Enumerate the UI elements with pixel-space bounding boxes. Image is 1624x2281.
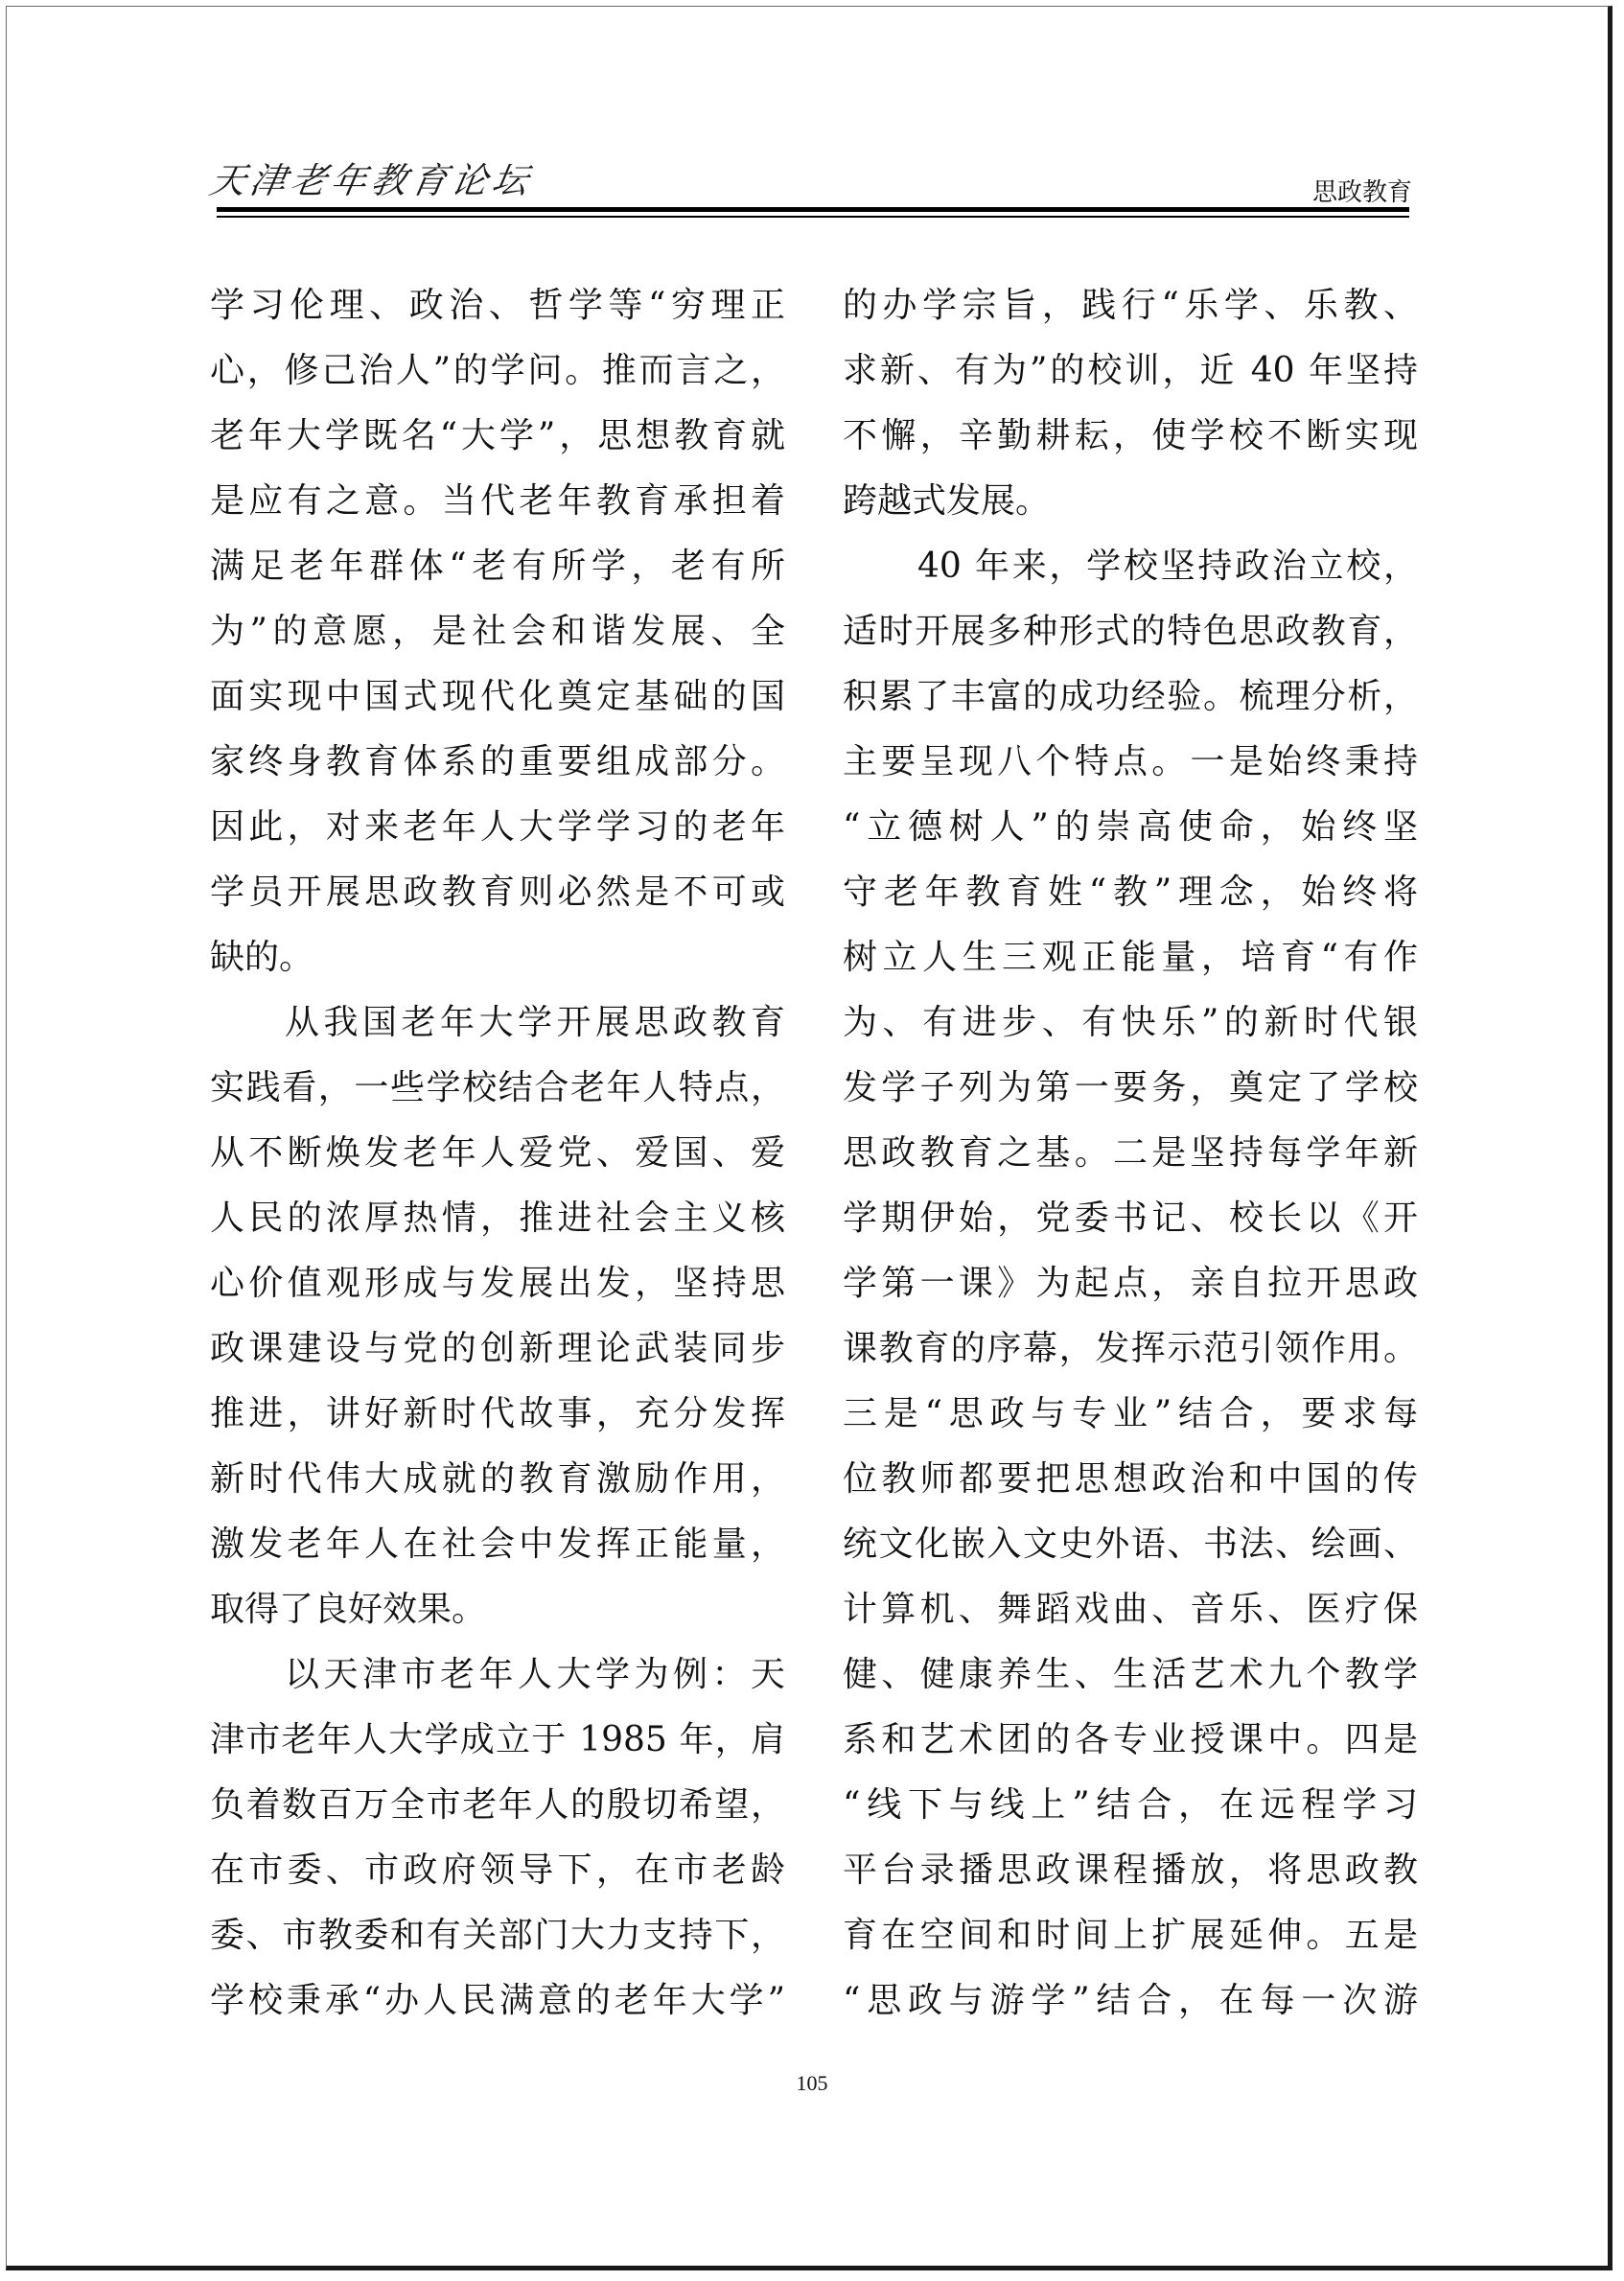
paragraph-start: 40 年来，学校坚持政治立校， [917, 547, 1418, 586]
header-rule-thin [217, 216, 1409, 218]
text-line: 学习伦理、政治、哲学等“穷理正 [210, 286, 785, 325]
text-line: 心价值观形成与发展出发，坚持思 [210, 1264, 785, 1303]
text-line: 心，修己治人”的学问。推而言之， [210, 351, 785, 390]
text-line: 人民的浓厚热情，推进社会主义核 [210, 1199, 785, 1238]
text-line: “思政与游学”结合，在每一次游 [843, 1981, 1418, 2020]
text-line: 平台录播思政课程播放，将思政教 [843, 1850, 1418, 1890]
text-line: 三是“思政与专业”结合，要求每 [843, 1394, 1418, 1433]
text-line: 从不断焕发老年人爱党、爱国、爱 [210, 1133, 785, 1173]
text-line: 跨越式发展。 [843, 481, 1051, 521]
text-line: 课教育的序幕，发挥示范引领作用。 [843, 1329, 1418, 1368]
text-line: 学期伊始，党委书记、校长以《开 [843, 1199, 1418, 1238]
text-line: 适时开展多种形式的特色思政教育， [843, 612, 1418, 651]
text-line: 在市委、市政府领导下，在市老龄 [210, 1850, 785, 1890]
text-line: “线下与线上”结合，在远程学习 [843, 1785, 1418, 1825]
text-line: 推进，讲好新时代故事，充分发挥 [210, 1394, 785, 1433]
text-line: 老年大学既名“大学”，思想教育就 [210, 416, 785, 455]
text-line: 树立人生三观正能量，培育“有作 [843, 938, 1418, 977]
text-line: 新时代伟大成就的教育激励作用， [210, 1459, 785, 1499]
right-column [843, 273, 1418, 2034]
text-line: 健、健康养生、生活艺术九个教学 [843, 1655, 1418, 1694]
text-line: 的办学宗旨，践行“乐学、乐教、 [843, 286, 1418, 325]
left-column [210, 273, 785, 2034]
text-line: 负着数百万全市老年人的殷切希望， [210, 1785, 785, 1825]
page-number: 105 [796, 2071, 828, 2095]
journal-logo: 天津老年教育论坛 [206, 160, 537, 201]
text-line: “立德树人”的崇高使命，始终坚 [843, 807, 1418, 847]
text-line: 为、有进步、有快乐”的新时代银 [843, 1003, 1418, 1042]
text-line: 学校秉承“办人民满意的老年大学” [210, 1981, 785, 2020]
section-title: 思政教育 [1311, 178, 1412, 207]
text-line: 位教师都要把思想政治和中国的传 [843, 1459, 1418, 1499]
paragraph-start: 以天津市老年人大学为例：天 [285, 1655, 785, 1694]
text-line: 统文化嵌入文史外语、书法、绘画、 [843, 1525, 1418, 1564]
text-line: 守老年教育姓“教”理念，始终将 [843, 873, 1418, 912]
text-line: 不懈，辛勤耕耘，使学校不断实现 [843, 416, 1418, 455]
text-line: 政课建设与党的创新理论武装同步 [210, 1329, 785, 1368]
paragraph-start: 从我国老年大学开展思政教育 [285, 1003, 785, 1042]
text-line: 取得了良好效果。 [210, 1590, 487, 1629]
text-line: 发学子列为第一要务，奠定了学校 [843, 1068, 1418, 1107]
text-line: 缺的。 [210, 938, 314, 977]
text-line: 积累了丰富的成功经验。梳理分析， [843, 677, 1418, 716]
text-line: 思政教育之基。二是坚持每学年新 [843, 1133, 1418, 1173]
text-line: 为”的意愿，是社会和谐发展、全 [210, 612, 785, 651]
text-line: 实践看，一些学校结合老年人特点， [210, 1068, 785, 1107]
text-line: 计算机、舞蹈戏曲、音乐、医疗保 [843, 1590, 1418, 1629]
header-rule-thick [217, 207, 1409, 212]
text-line: 委、市教委和有关部门大力支持下， [210, 1916, 785, 1955]
text-line: 系和艺术团的各专业授课中。四是 [843, 1720, 1418, 1759]
text-line: 津市老年人大学成立于 1985 年，肩 [210, 1720, 785, 1759]
text-line: 家终身教育体系的重要组成部分。 [210, 742, 785, 781]
text-line: 激发老年人在社会中发挥正能量， [210, 1525, 785, 1564]
text-line: 主要呈现八个特点。一是始终秉持 [843, 742, 1418, 781]
text-line: 求新、有为”的校训，近 40 年坚持 [843, 351, 1418, 390]
text-line: 满足老年群体“老有所学，老有所 [210, 547, 785, 586]
text-line: 育在空间和时间上扩展延伸。五是 [843, 1916, 1418, 1955]
text-line: 学员开展思政教育则必然是不可或 [210, 873, 785, 912]
text-line: 学第一课》为起点，亲自拉开思政 [843, 1264, 1418, 1303]
text-line: 因此，对来老年人大学学习的老年 [210, 807, 785, 847]
text-line: 面实现中国式现代化奠定基础的国 [210, 677, 785, 716]
text-line: 是应有之意。当代老年教育承担着 [210, 481, 785, 521]
